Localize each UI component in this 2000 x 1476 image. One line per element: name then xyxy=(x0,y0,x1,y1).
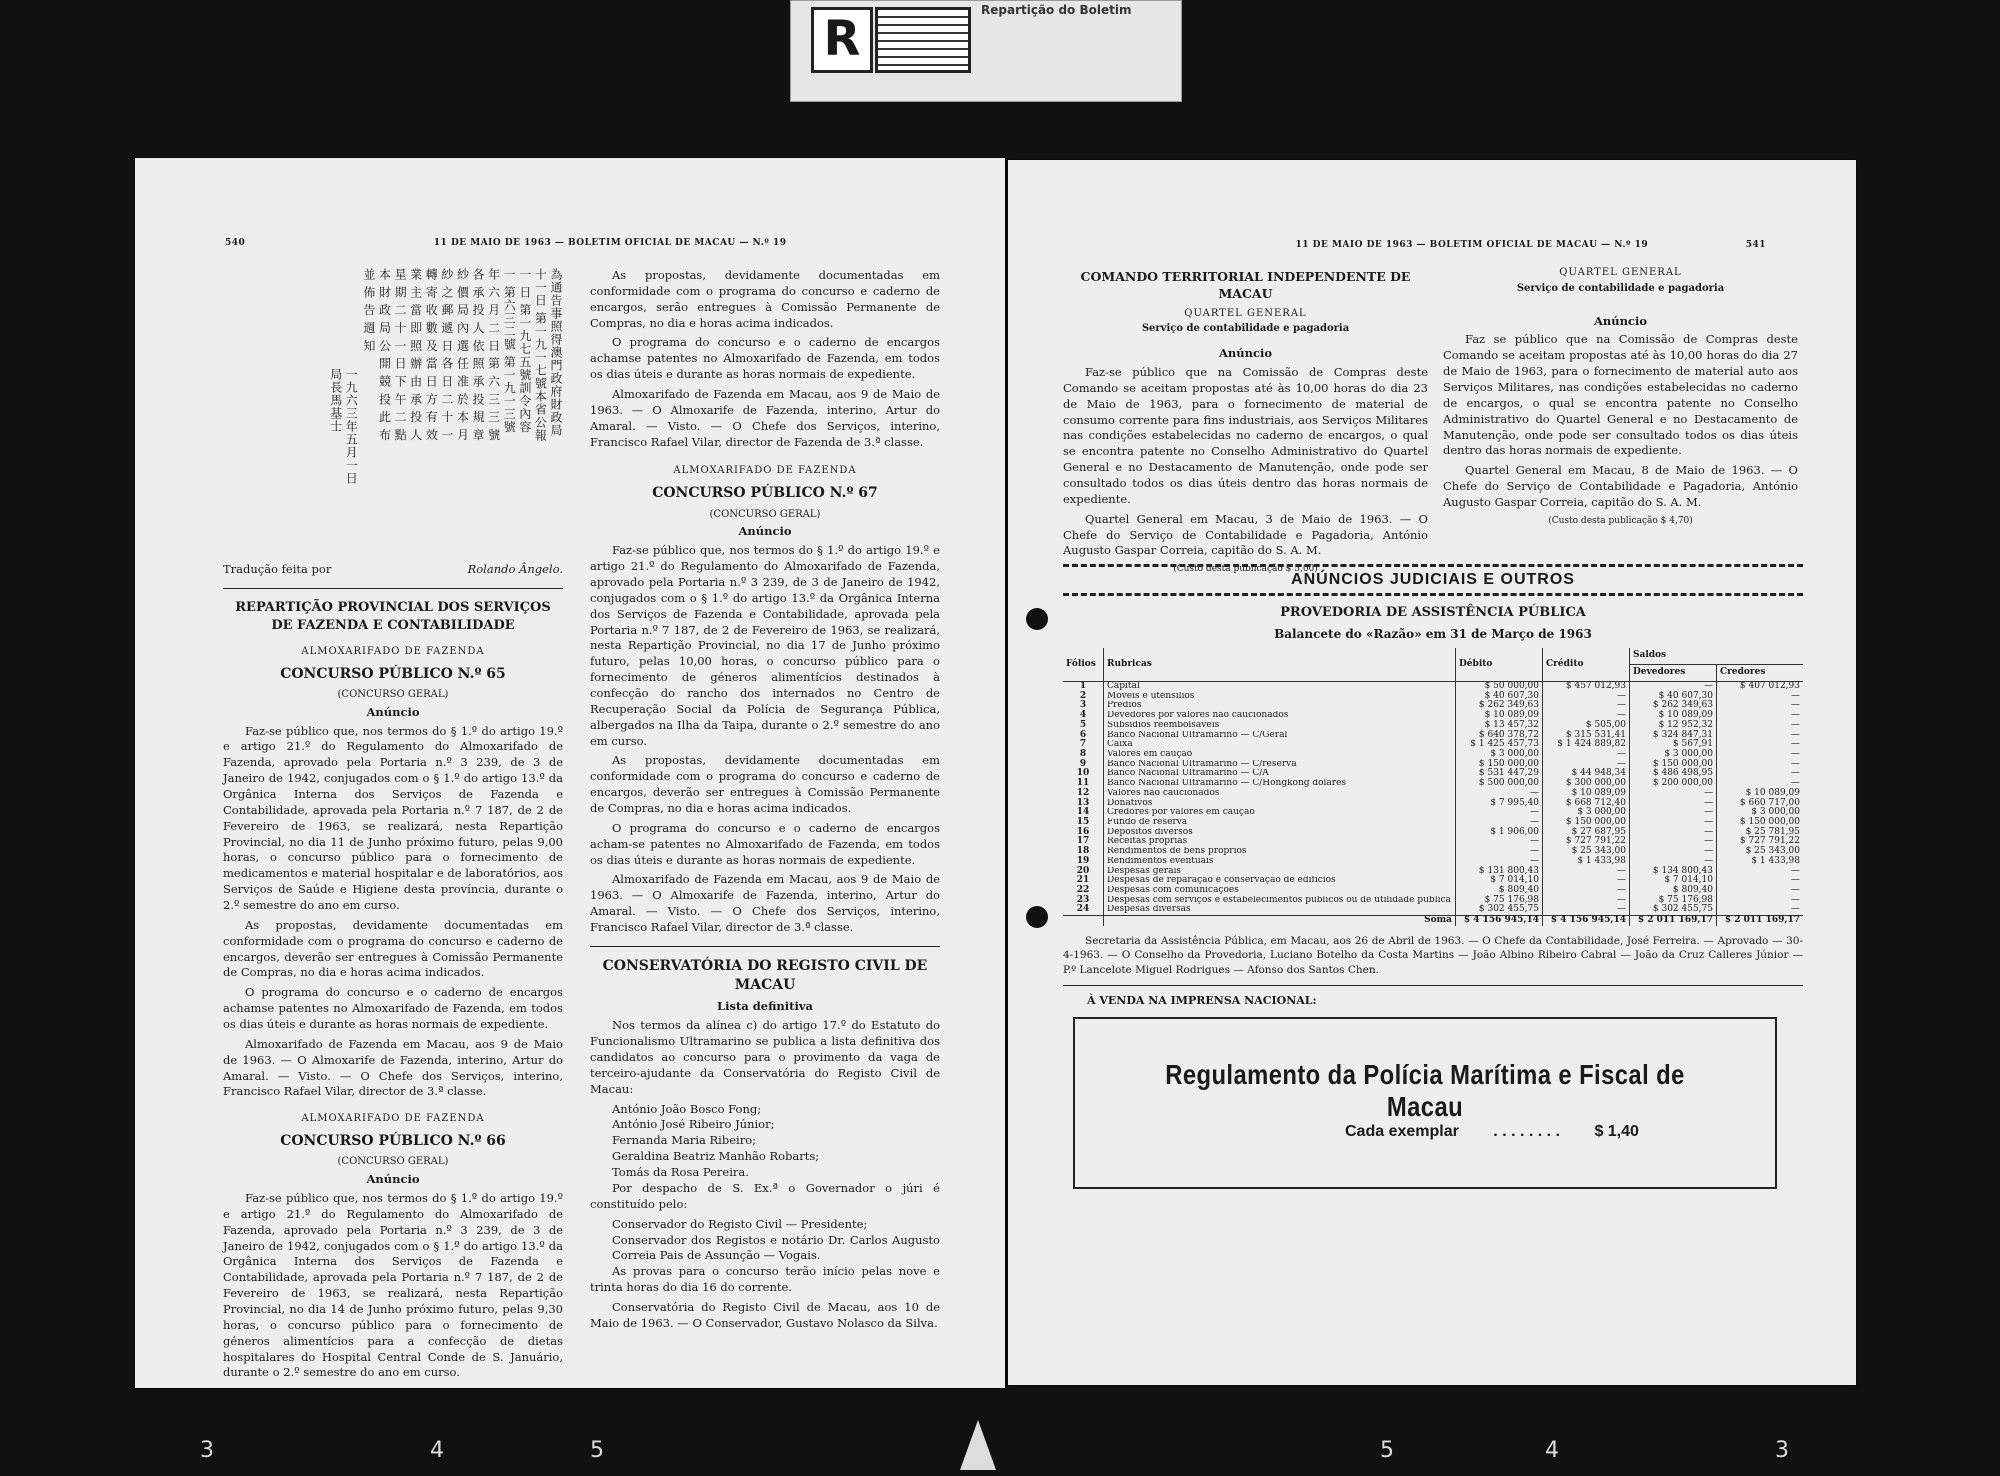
price-label: Cada exemplar xyxy=(1345,1123,1459,1141)
cell-credores: $ 3 000,00 xyxy=(1717,808,1804,818)
comando-title: COMANDO TERRITORIAL INDEPENDENTE DE MACAU xyxy=(1080,269,1411,302)
cell-credito: $ 1 424 889,82 xyxy=(1543,740,1630,750)
cell-credito: — xyxy=(1543,692,1630,702)
cell-rubrica: Despesas com comunicações xyxy=(1104,886,1456,896)
table-row xyxy=(1063,818,1803,828)
cell-credito: — xyxy=(1543,896,1630,906)
running-title: 11 DE MAIO DE 1963 — BOLETIM OFICIAL DE MACAU — N.º 19 xyxy=(1295,240,1649,250)
cell-debito: $ 10 089,09 xyxy=(1456,711,1543,721)
cell-rubrica: Móveis e utensílios xyxy=(1104,692,1456,702)
cell-folio: 21 xyxy=(1076,875,1090,886)
total-credito: $ 4 156 945,14 xyxy=(1543,916,1630,926)
cell-credito: — xyxy=(1543,701,1630,711)
cell-debito: — xyxy=(1456,847,1543,857)
anuncios-title: ANÚNCIOS JUDICIAIS E OUTROS xyxy=(1291,571,1575,588)
cell-credito: $ 25 343,00 xyxy=(1543,847,1630,857)
total-devedores: $ 2 011 169,17 xyxy=(1630,916,1717,926)
paragraph: O programa do concurso e o caderno de encargos achamse patentes no Almoxarifado de Fazenda, em todos os dias úteis e durante as horas normais de expediente. xyxy=(590,335,940,382)
paragraph: Nos termos da alínea c) do artigo 17.º do Estatuto do Funcionalismo Ultramarino se publica a lista definitiva dos candidatos ao concurso para o provimento da vaga de terceiro-ajudante da Conservatória do Registo Civil de Macau: xyxy=(590,1018,940,1096)
chinese-line: 轉 寄 收 數 及 當 日 方 有 效 xyxy=(424,268,439,442)
cell-devedores: — xyxy=(1630,828,1717,838)
candidate-name: Tomás da Rosa Pereira. xyxy=(612,1165,749,1180)
cell-debito: $ 50 000,00 xyxy=(1456,681,1543,691)
cell-credito: — xyxy=(1543,867,1630,877)
cell-folio: 18 xyxy=(1076,846,1090,857)
table-row xyxy=(1063,828,1803,838)
concurso-subtitle: (CONCURSO GERAL) xyxy=(337,688,449,700)
cell-devedores: $ 486 498,95 xyxy=(1630,769,1717,779)
col-folios: Fólios xyxy=(1063,648,1104,681)
cell-devedores: — xyxy=(1630,857,1717,867)
anuncio-heading: Anúncio xyxy=(1593,313,1648,328)
cell-rubrica: Banco Nacional Ultramarino — C/Geral xyxy=(1104,731,1456,741)
cell-credores: $ 10 089,09 xyxy=(1717,789,1804,799)
table-row xyxy=(1063,779,1803,789)
chinese-line: 紗 之 郵 遞 日 各 日 二 十 一 xyxy=(439,268,454,442)
cell-credores: $ 1 433,98 xyxy=(1717,857,1804,867)
cell-rubrica: Despesas gerais xyxy=(1104,867,1456,877)
cell-folio: 15 xyxy=(1076,816,1090,827)
chinese-line: 業 主 當 即 照 辦 由 承 投 人 xyxy=(408,268,423,442)
film-mark: 5 xyxy=(590,1438,604,1463)
cell-credores: — xyxy=(1717,867,1804,877)
cell-debito: — xyxy=(1456,837,1543,847)
cell-credito: — xyxy=(1543,905,1630,915)
servico-label: Serviço de contabilidade e pagadoria xyxy=(1516,282,1725,294)
total-spacer xyxy=(1063,916,1104,926)
cell-debito: $ 1 425 457,73 xyxy=(1456,740,1543,750)
cell-folio: 20 xyxy=(1076,865,1090,876)
comando-column xyxy=(1063,264,1428,576)
venda-label: À VENDA NA IMPRENSA NACIONAL: xyxy=(1087,994,1317,1008)
venda-title: Regulamento da Polícia Marítima e Fiscal de Macau xyxy=(1165,1059,1685,1123)
running-head-right xyxy=(1198,240,1766,250)
table-row xyxy=(1063,799,1803,809)
cell-rubrica: Despesas diversas xyxy=(1104,905,1456,915)
cell-rubrica: Rendimentos de bens próprios xyxy=(1104,847,1456,857)
paragraph: Faz se público que na Comissão de Compras deste Comando se aceitam propostas até às 10,00 horas do dia 27 de Maio de 1963, para o fornecimento de material auto aos Serviços Militares, nas condições estabelecidas no caderno de encargos, o qual se encontra patente no Conselho Administrativo do Quartel General e no Destacamento de Manutenção, onde pode ser consultado todos os dias úteis dentro das horas normais de expediente. xyxy=(1443,332,1798,458)
cell-credito: $ 315 531,41 xyxy=(1543,731,1630,741)
cell-folio: 13 xyxy=(1076,797,1090,808)
cell-debito: $ 150 000,00 xyxy=(1456,760,1543,770)
cell-devedores: $ 7 014,10 xyxy=(1630,876,1717,886)
paragraph: As propostas, devidamente documentadas em conformidade com o programa do concurso e caderno de encargos, deverão ser entregues à Comissão Permanente de Compras, no dia e horas acima indicados. xyxy=(590,753,940,815)
qg-label: QUARTEL GENERAL xyxy=(1559,267,1682,278)
cell-folio: 17 xyxy=(1076,836,1090,847)
cell-devedores: $ 200 000,00 xyxy=(1630,779,1717,789)
cell-folio: 16 xyxy=(1076,826,1090,837)
cell-folio: 3 xyxy=(1079,700,1087,711)
cell-debito: $ 302 455,75 xyxy=(1456,905,1543,915)
film-mark: 3 xyxy=(200,1438,214,1463)
col-credores: Credores xyxy=(1717,665,1804,682)
total-credores: $ 2 011 169,17 xyxy=(1717,916,1804,926)
anuncios-section xyxy=(1063,560,1803,1189)
cell-devedores: $ 324 847,31 xyxy=(1630,731,1717,741)
cell-credores: — xyxy=(1717,750,1804,760)
cell-credores: — xyxy=(1717,896,1804,906)
paragraph: Faz-se público que, nos termos do § 1.º do artigo 19.º e artigo 21.º do Regulamento do Almoxarifado de Fazenda, aprovado pela Portaria n.º 3 239, de 3 de Janeiro de 1942, conjugados com o § 1.º do artigo 13.º da Orgânica Interna dos Serviços de Fazenda e Contabilidade, aprovada pela Portaria n.º 7 187, de 2 de Fevereiro de 1963, se realizará, nesta Repartição Provincial, no dia 11 de Junho próximo futuro, pelas 9,00 horas, o concurso público para o fornecimento de medicamentos e material hospitalar e de laboratórios, aos Serviços de Saúde e Higiene desta província, durante o 2.º semestre do ano em curso. xyxy=(223,723,563,912)
film-mark: 4 xyxy=(1545,1438,1559,1463)
servico-label: Serviço de contabilidade e pagadoria xyxy=(1141,323,1350,335)
table-row xyxy=(1063,808,1803,818)
cell-devedores: $ 75 176,98 xyxy=(1630,896,1717,906)
cell-credores: $ 25 343,00 xyxy=(1717,847,1804,857)
cell-debito: — xyxy=(1456,808,1543,818)
cell-folio: 12 xyxy=(1076,787,1090,798)
running-title: 11 DE MAIO DE 1963 — BOLETIM OFICIAL DE MACAU — N.º 19 xyxy=(433,238,787,248)
film-mark: 3 xyxy=(1775,1438,1789,1463)
table-row xyxy=(1063,837,1803,847)
venda-price-row xyxy=(1345,1123,1639,1141)
cell-folio: 5 xyxy=(1079,719,1087,730)
qg-column xyxy=(1443,264,1798,527)
cell-devedores: $ 567,91 xyxy=(1630,740,1717,750)
cell-devedores: $ 10 089,09 xyxy=(1630,711,1717,721)
juri-member: Conservador dos Registos e notário Dr. Carlos Augusto Correia Pais de Assunção — Vogais. xyxy=(612,1232,940,1263)
cell-debito: $ 3 000,00 xyxy=(1456,750,1543,760)
cell-rubrica: Prédios xyxy=(1104,701,1456,711)
paragraph: Por despacho de S. Ex.ª o Governador o júri é constituído pelo: xyxy=(590,1180,940,1211)
left-column-1 xyxy=(223,268,563,1385)
punch-hole xyxy=(1026,906,1048,928)
cell-devedores: — xyxy=(1630,789,1717,799)
cell-credores: $ 727 791,22 xyxy=(1717,837,1804,847)
cell-debito: $ 7 014,10 xyxy=(1456,876,1543,886)
section-label: ALMOXARIFADO DE FAZENDA xyxy=(673,465,857,477)
table-row xyxy=(1063,847,1803,857)
section-label: ALMOXARIFADO DE FAZENDA xyxy=(301,645,485,657)
price-dots: . . . . . . . . xyxy=(1493,1123,1560,1141)
cell-folio: 14 xyxy=(1076,807,1090,818)
film-mark: 4 xyxy=(430,1438,444,1463)
cell-debito: $ 262 349,63 xyxy=(1456,701,1543,711)
cell-folio: 22 xyxy=(1076,885,1090,896)
chinese-line: 星 期 二 十 一 日 下 午 二 點 xyxy=(393,268,408,442)
cell-devedores: — xyxy=(1630,808,1717,818)
cell-folio: 19 xyxy=(1076,855,1090,866)
candidate-list xyxy=(590,1102,940,1181)
section-label: ALMOXARIFADO DE FAZENDA xyxy=(301,1113,485,1125)
right-page xyxy=(1008,160,1856,1385)
chinese-line: 為通告事照得澳門政府財政局 xyxy=(549,268,563,437)
cell-rubrica: Depósitos diversos xyxy=(1104,828,1456,838)
anuncio-heading: Anúncio xyxy=(1218,346,1273,361)
juri-member: Conservador do Registo Civil — Presidente; xyxy=(612,1216,868,1231)
custo-label: (Custo desta publicação $ 5,00) xyxy=(1173,564,1318,575)
cell-folio: 1 xyxy=(1079,680,1087,691)
cell-rubrica: Caixa xyxy=(1104,740,1456,750)
secretaria-paragraph: Secretaria da Assistência Pública, em Macau, aos 26 de Abril de 1963. — O Chefe da Contabilidade, José Ferreira. — Aprovado — 30-4-1963. — O Conselho da Provedoria, Luciano Botelho da Costa Martins — João Albino Ribeiro Cabral — João da Cruz Calleres Júnior — P.º Lancelote Miguel Rodrigues — Afonso dos Santos Chen. xyxy=(1063,934,1803,976)
cell-folio: 6 xyxy=(1079,729,1087,740)
cell-credores: — xyxy=(1717,731,1804,741)
cell-rubrica: Capital xyxy=(1104,681,1456,691)
paragraph: Faz-se público que, nos termos do § 1.º do artigo 19.º e artigo 21.º do Regulamento do Almoxarifado de Fazenda, aprovado pela Portaria n.º 3 239, de 3 de Janeiro de 1942, conjugados com o § 1.º do artigo 13.º da Orgânica Interna dos Serviços de Fazenda e Contabilidade, aprovada pela Portaria n.º 7 187, de 2 de Fevereiro de 1963, se realizará, nesta Repartição Provincial, no dia 14 de Junho próximo futuro, pelas 9,30 horas, o concurso público para o fornecimento de géneros alimentícios para a confecção de dietas hospitalares do Hospital Central Conde de S. Januário, durante o 2.º semestre do ano em curso. xyxy=(223,1191,563,1380)
cell-folio: 7 xyxy=(1079,739,1087,750)
translation-credit xyxy=(223,562,563,578)
cell-folio: 11 xyxy=(1076,778,1090,789)
cell-devedores: $ 150 000,00 xyxy=(1630,760,1717,770)
translator-name: Rolando Ângelo. xyxy=(467,562,563,576)
col-credito: Crédito xyxy=(1543,648,1630,681)
cell-rubrica: Receitas próprias xyxy=(1104,837,1456,847)
cell-debito: $ 531 447,29 xyxy=(1456,769,1543,779)
cell-rubrica: Despesas de reparação e conservação de edifícios xyxy=(1104,876,1456,886)
cell-folio: 4 xyxy=(1079,710,1087,721)
chinese-line: 本 財 政 局 公 開 競 投 此 布 xyxy=(377,268,392,442)
cell-debito: $ 640 378,72 xyxy=(1456,731,1543,741)
cell-credores: — xyxy=(1717,886,1804,896)
concurso-subtitle: (CONCURSO GERAL) xyxy=(709,508,821,520)
cell-credores: — xyxy=(1717,905,1804,915)
juri-list xyxy=(590,1217,940,1265)
paragraph: Almoxarifado de Fazenda em Macau, aos 9 de Maio de 1963. — O Almoxarife de Fazenda, interino, Artur do Amaral. — Visto. — O Chefe dos Serviços, interino, Francisco Rafael Vilar, director de 3.ª classe. xyxy=(590,872,940,934)
qg-label: QUARTEL GENERAL xyxy=(1184,307,1307,319)
paragraph: Conservatória do Registo Civil de Macau, aos 10 de Maio de 1963. — O Conservador, Gustavo Nolasco da Silva. xyxy=(590,1299,940,1330)
cell-devedores: $ 809,40 xyxy=(1630,886,1717,896)
cell-credito: — xyxy=(1543,711,1630,721)
chinese-date-line: 局長馬基士 xyxy=(328,368,343,433)
cell-credito: $ 668 712,40 xyxy=(1543,799,1630,809)
cell-devedores: $ 3 000,00 xyxy=(1630,750,1717,760)
candidate-name: Fernanda Maria Ribeiro; xyxy=(612,1133,756,1148)
anuncio-heading: Anúncio xyxy=(366,704,420,719)
cell-rubrica: Fundo de reserva xyxy=(1104,818,1456,828)
cell-folio: 24 xyxy=(1076,904,1090,915)
cell-debito: $ 40 607,30 xyxy=(1456,692,1543,702)
cell-rubrica: Banco Nacional Ultramarino — C/Hongkong dólares xyxy=(1104,779,1456,789)
cell-debito: $ 75 176,98 xyxy=(1456,896,1543,906)
left-column-2 xyxy=(590,268,940,1336)
paragraph: Faz-se público que na Comissão de Compras deste Comando se aceitam propostas até às 10,00 horas do dia 23 de Maio de 1963, para o fornecimento de material de consumo corrente para fins industriais, aos Serviços Militares nas condições estabelecidas no caderno de encargos, o qual se encontra patente no Conselho Administrativo do Quartel General e no Destacamento de Manutenção, onde pode ser consultado todos os dias úteis dentro das horas normais de expediente. xyxy=(1063,364,1428,506)
cell-rubrica: Banco Nacional Ultramarino — C/reserva xyxy=(1104,760,1456,770)
cell-credito: $ 505,00 xyxy=(1543,721,1630,731)
book-icon xyxy=(875,7,971,73)
cell-folio: 8 xyxy=(1079,748,1087,759)
concurso-title: CONCURSO PÚBLICO N.º 65 xyxy=(280,665,506,682)
chinese-line: 年 六 月 二 日 第 六 三 三 號 xyxy=(486,268,501,442)
chinese-text xyxy=(360,268,563,458)
cell-folio: 9 xyxy=(1079,758,1087,769)
archive-logo xyxy=(790,0,1182,102)
paragraph: O programa do concurso e o caderno de encargos acham-se patentes no Almoxarifado de Fazenda, em todos os dias úteis e durante as horas normais de expediente. xyxy=(590,820,940,867)
col-rubricas: Rubricas xyxy=(1104,648,1456,681)
concurso-title: CONCURSO PÚBLICO N.º 67 xyxy=(652,485,878,502)
left-page xyxy=(135,158,1005,1388)
cell-rubrica: Devedores por valores não caucionados xyxy=(1104,711,1456,721)
cell-devedores: $ 262 349,63 xyxy=(1630,701,1717,711)
running-head-left xyxy=(225,238,975,248)
cell-devedores: $ 134 800,43 xyxy=(1630,867,1717,877)
cell-debito: — xyxy=(1456,857,1543,867)
cell-rubrica: Valores não caucionados xyxy=(1104,789,1456,799)
cell-credores: — xyxy=(1717,779,1804,789)
col-devedores: Devedores xyxy=(1630,665,1717,682)
cell-devedores: — xyxy=(1630,837,1717,847)
cell-folio: 10 xyxy=(1076,768,1090,779)
col-debito: Débito xyxy=(1456,648,1543,681)
anuncio-heading: Anúncio xyxy=(366,1172,420,1187)
chinese-line: 紗 價 局 內 選 任 准 於 本 月 xyxy=(455,268,470,442)
col-saldos: Saldos xyxy=(1630,648,1804,664)
balancete-table xyxy=(1063,648,1803,925)
chinese-date xyxy=(327,368,358,558)
cell-credores: — xyxy=(1717,740,1804,750)
cell-credores: — xyxy=(1717,769,1804,779)
film-marks xyxy=(0,1428,2000,1476)
cell-credores: — xyxy=(1717,701,1804,711)
cell-devedores: $ 12 952,32 xyxy=(1630,721,1717,731)
cell-devedores: — xyxy=(1630,799,1717,809)
chinese-date-line: 一九六三年五月一日 xyxy=(344,368,359,485)
table-total-row xyxy=(1063,916,1803,926)
cell-credito: $ 1 433,98 xyxy=(1543,857,1630,867)
cell-credito: $ 10 089,09 xyxy=(1543,789,1630,799)
cell-credito: $ 457 012,93 xyxy=(1543,681,1630,691)
concurso-title: CONCURSO PÚBLICO N.º 66 xyxy=(280,1133,506,1150)
price-value: $ 1,40 xyxy=(1594,1123,1639,1141)
translation-label: Tradução feita por xyxy=(223,562,332,576)
table-row xyxy=(1063,789,1803,799)
venda-box xyxy=(1073,1017,1777,1189)
cell-credito: $ 27 687,95 xyxy=(1543,828,1630,838)
cell-rubrica: Despesas com serviços e estabelecimentos públicos ou de utilidade pública xyxy=(1104,896,1456,906)
cell-credores: $ 150 000,00 xyxy=(1717,818,1804,828)
punch-hole xyxy=(1026,608,1048,630)
cell-credito: — xyxy=(1543,750,1630,760)
conservatoria-title: CONSERVATÓRIA DO REGISTO CIVIL DE MACAU xyxy=(602,957,928,994)
chinese-line: 各 承 投 人 依 照 承 投 規 章 xyxy=(471,268,486,442)
cell-debito: $ 13 457,32 xyxy=(1456,721,1543,731)
cell-credores: — xyxy=(1717,760,1804,770)
chinese-notice xyxy=(223,268,563,558)
page-number: 541 xyxy=(1745,240,1766,250)
cell-credito: $ 3 000,00 xyxy=(1543,808,1630,818)
cell-credito: — xyxy=(1543,760,1630,770)
paragraph: Almoxarifado de Fazenda em Macau, aos 9 de Maio de 1963. — O Almoxarife de Fazenda, interino, Artur do Amaral. — Visto. — O Chefe dos Serviços, interino, Francisco Rafael Vilar, director de 3.ª classe. xyxy=(223,1036,563,1099)
cell-debito: — xyxy=(1456,789,1543,799)
candidate-name: António João Bosco Fong; xyxy=(612,1101,762,1116)
cell-credito: $ 44 948,34 xyxy=(1543,769,1630,779)
cell-credito: $ 150 000,00 xyxy=(1543,818,1630,828)
paragraph: As propostas, devidamente documentadas em conformidade com o programa do concurso e caderno de encargos, deverão ser entregues à Comissão Permanente de Compras, no dia e horas acima indicados. xyxy=(223,917,563,980)
archive-logo-letter: R xyxy=(811,7,873,73)
cell-credores: — xyxy=(1717,721,1804,731)
cell-devedores: — xyxy=(1630,818,1717,828)
cell-devedores: $ 302 455,75 xyxy=(1630,905,1717,915)
cell-credores: $ 660 717,00 xyxy=(1717,799,1804,809)
cell-devedores: $ 40 607,30 xyxy=(1630,692,1717,702)
cell-debito: $ 1 906,00 xyxy=(1456,828,1543,838)
chinese-line: 一 第六三二號 第一九一三號 xyxy=(502,268,517,434)
cell-devedores: — xyxy=(1630,847,1717,857)
paragraph: Quartel General em Macau, 8 de Maio de 1963. — O Chefe do Serviço de Contabilidade e Pagadoria, António Augusto Gaspar Correia, capitão do S. A. M. xyxy=(1443,463,1798,510)
paragraph: Faz-se público que, nos termos do § 1.º do artigo 19.º e artigo 21.º do Regulamento do Almoxarifado de Fazenda, aprovado pela Portaria n.º 3 239, de 3 de Janeiro de 1942, conjugados com o § 1.º do artigo 13.º da Orgânica Interna dos Serviços de Fazenda e Contabilidade, aprovada pela Portaria n.º 7 187, de 2 de Fevereiro de 1963, se realizará, nesta Repartição Provincial, no dia 17 de Junho próximo futuro, pelas 10,00 horas, o concurso público para o fornecimento de géneros alimentícios destinados à confecção do rancho dos internados no Centro de Recuperação Social da Polícia de Segurança Pública, albergados na Ilha da Taipa, durante o 2.º semestre do ano em curso. xyxy=(590,543,940,748)
page-number: 540 xyxy=(225,238,246,248)
concurso-subtitle: (CONCURSO GERAL) xyxy=(337,1156,449,1168)
total-label: Soma xyxy=(1104,916,1456,926)
cell-debito: $ 500 000,00 xyxy=(1456,779,1543,789)
paragraph: Quartel General em Macau, 3 de Maio de 1963. — O Chefe do Serviço de Contabilidade e Pagadoria, António Augusto Gaspar Correia, capitão do S. A. M. xyxy=(1063,511,1428,558)
balancete-title: Balancete do «Razão» em 31 de Março de 1963 xyxy=(1274,626,1592,641)
candidate-name: Geraldina Beatriz Manhão Robarts; xyxy=(612,1149,820,1164)
archive-logo-text: Repartição do Boletim xyxy=(981,3,1132,17)
cell-debito: $ 7 995,40 xyxy=(1456,799,1543,809)
cell-rubrica: Rendimentos eventuais xyxy=(1104,857,1456,867)
cell-devedores: — xyxy=(1630,681,1717,691)
paragraph: As provas para o concurso terão início pelas nove e trinta horas do dia 16 do corrente. xyxy=(590,1264,940,1295)
anuncio-heading: Anúncio xyxy=(738,524,792,539)
lista-heading: Lista definitiva xyxy=(717,999,813,1014)
chinese-line: 並 佈 告 週 知 xyxy=(361,268,376,353)
table-row xyxy=(1063,905,1803,915)
chinese-line: 十一日 第一九一七號本省公報 xyxy=(533,268,548,442)
cell-credores: — xyxy=(1717,711,1804,721)
cell-credito: — xyxy=(1543,876,1630,886)
cell-folio: 2 xyxy=(1079,690,1087,701)
reparticao-title: REPARTIÇÃO PROVINCIAL DOS SERVIÇOS DE FAZENDA E CONTABILIDADE xyxy=(235,599,551,633)
paragraph: As propostas, devidamente documentadas em conformidade com o programa do concurso e caderno de encargos, serão entregues à Comissão Permanente de Compras, no dia e horas acima indicados. xyxy=(590,268,940,330)
cell-credores: — xyxy=(1717,692,1804,702)
total-debito: $ 4 156 945,14 xyxy=(1456,916,1543,926)
provedoria-title: PROVEDORIA DE ASSISTÊNCIA PÚBLICA xyxy=(1280,605,1586,620)
cell-credito: $ 727 791,22 xyxy=(1543,837,1630,847)
cell-rubrica: Subsídios reembolsáveis xyxy=(1104,721,1456,731)
cell-rubrica: Banco Nacional Ultramarino — C/A xyxy=(1104,769,1456,779)
cell-folio: 23 xyxy=(1076,894,1090,905)
cell-credito: $ 300 000,00 xyxy=(1543,779,1630,789)
cell-credores: $ 25 781,95 xyxy=(1717,828,1804,838)
custo-label: (Custo desta publicação $ 4,70) xyxy=(1548,515,1693,526)
chinese-line: 一 日 第一九七五號訓令內容 xyxy=(517,268,532,434)
candidate-name: António José Ribeiro Júnior; xyxy=(612,1117,775,1132)
cell-credito: — xyxy=(1543,886,1630,896)
cell-credores: $ 407 012,93 xyxy=(1717,681,1804,691)
paragraph: Almoxarifado de Fazenda em Macau, aos 9 de Maio de 1963. — O Almoxarife de Fazenda, interino, Artur do Amaral. — Visto. — O Chefe dos Serviços, interino, Francisco Rafael Vilar, director de Fazenda de 3.ª classe. xyxy=(590,387,940,449)
cell-rubrica: Donativos xyxy=(1104,799,1456,809)
cell-credores: — xyxy=(1717,876,1804,886)
cell-debito: $ 131 800,43 xyxy=(1456,867,1543,877)
paragraph: O programa do concurso e o caderno de encargos achamse patentes no Almoxarifado de Fazenda, em todos os dias úteis e durante as horas normais de expediente. xyxy=(223,985,563,1031)
cell-debito: $ 809,40 xyxy=(1456,886,1543,896)
cell-rubrica: Valores em caução xyxy=(1104,750,1456,760)
cell-rubrica: Credores por valores em caução xyxy=(1104,808,1456,818)
cell-debito: — xyxy=(1456,818,1543,828)
film-mark: 5 xyxy=(1380,1438,1394,1463)
